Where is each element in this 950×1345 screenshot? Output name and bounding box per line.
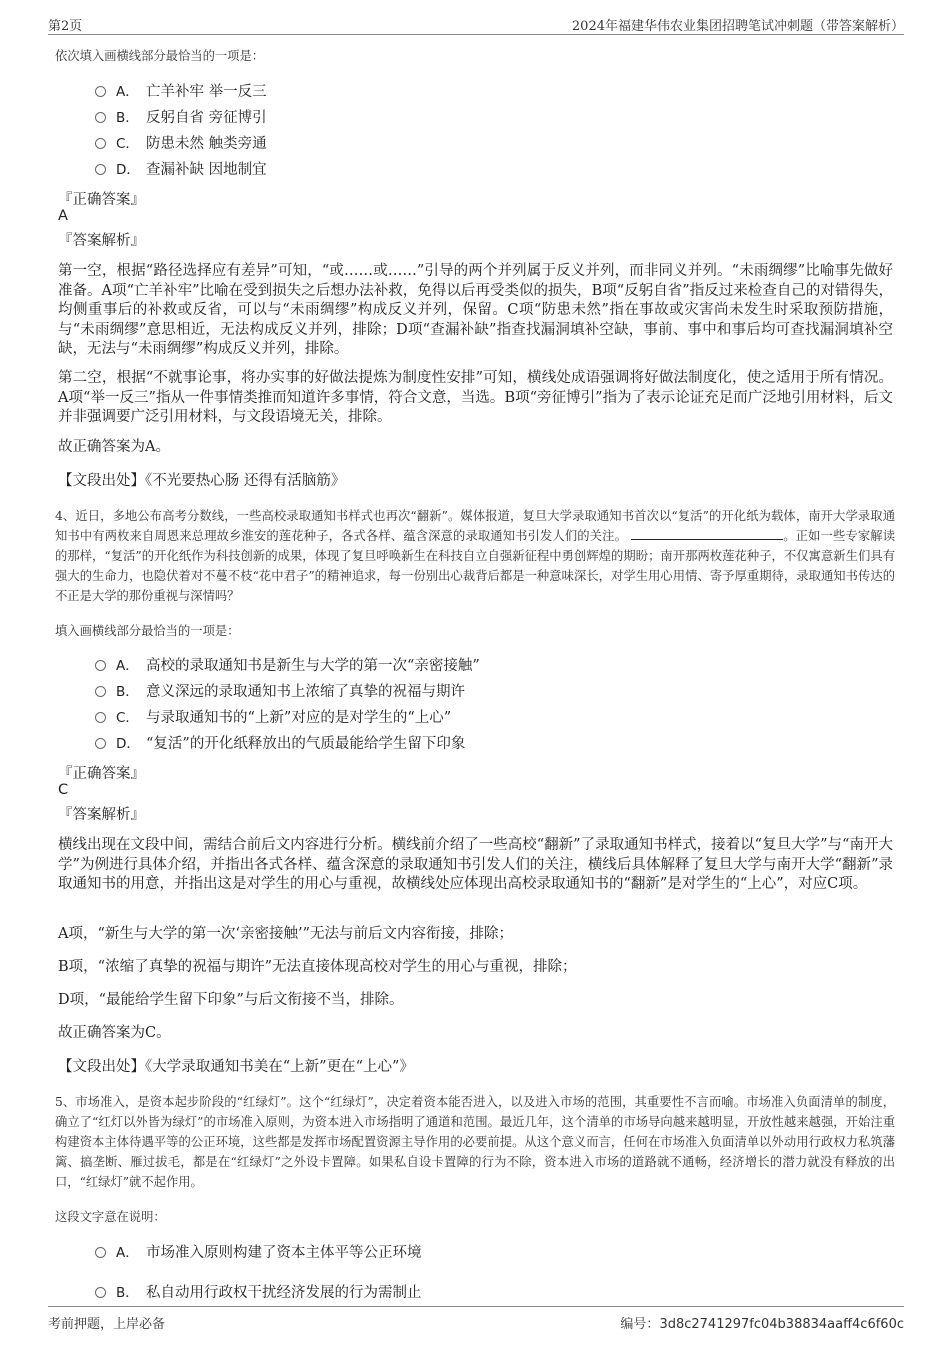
q5-prompt: 这段文字意在说明： xyxy=(55,1210,166,1224)
document-title: 2024年福建华伟农业集团招聘笔试冲刺题（带答案解析） xyxy=(571,19,904,34)
q4-analysis-label: 『答案解析』 xyxy=(58,807,145,823)
page-number: 第2页 xyxy=(48,19,83,34)
q4-analysis-paragraph-3: B项，“浓缩了真挚的祝福与期许”无法直接体现高校对学生的用心与重视，排除； xyxy=(58,959,577,975)
document-code: 编号：3d8c2741297fc04b38834aaff4c6f60c xyxy=(620,1317,904,1332)
page-footer xyxy=(48,1306,904,1331)
q4-conclusion: 故正确答案为C。 xyxy=(58,1025,171,1041)
q3-answer-label: 『正确答案』 xyxy=(58,192,145,208)
q5-option-a[interactable]: A． 市场准入原则构建了资本主体平等公正环境 xyxy=(95,1241,422,1265)
q3-analysis-paragraph-2: 第二空，根据“不就事论事，将办实事的好做法提炼为制度性安排”可知，横线处成语强调将好做法制度化，使之适用于所有情况。A项“举一反三”指从一件事情类推而知道许多事情，符合文意，当选。B项“旁征博引”指为了表示论证充足而广泛地引用材料，后文并非强调要广泛引用材料，与文段语境无关，排除。 xyxy=(58,370,893,425)
q3-option-a[interactable]: A． 亡羊补牢 举一反三 xyxy=(95,80,267,104)
q3-source: 【文段出处】《不光要热心肠 还得有活脑筋》 xyxy=(58,473,346,489)
q4-prompt: 填入画横线部分最恰当的一项是： xyxy=(55,624,240,638)
q3-option-c[interactable]: C． 防患未然 触类旁通 xyxy=(95,132,267,156)
radio-icon[interactable] xyxy=(95,712,106,723)
q4-option-d[interactable]: D． “复活”的开化纸释放出的气质最能给学生留下印象 xyxy=(95,732,465,756)
q3-option-d[interactable]: D． 查漏补缺 因地制宜 xyxy=(95,158,267,182)
q4-answer: C xyxy=(58,782,69,798)
q3-analysis-paragraph-1: 第一空，根据“路径选择应有差异”可知，“或……或……”引导的两个并列属于反义并列，而非同义并列。“未雨绸缪”比喻事先做好准备。A项“亡羊补牢”比喻在受到损失之后想办法补救，免得以后再受类似的损失，B项“反躬自省”指反过来检查自己的对错得失，均侧重事后的补救或反省，可以与“未雨绸缪”构成反义并列，保留。C项“防患未然”指在事故或灾害尚未发生时采取预防措施，与“未雨绸缪”意思相近，无法构成反义并列，排除；D项“查漏补缺”指查找漏洞填补空缺，事前、事中和事后均可查找漏洞填补空缺，无法与“未雨绸缪”构成反义并列，排除。 xyxy=(58,263,893,357)
q4-answer-label: 『正确答案』 xyxy=(58,766,145,782)
fill-blank-line xyxy=(631,527,783,540)
q5-option-b[interactable]: B． 私自动用行政权干扰经济发展的行为需制止 xyxy=(95,1281,422,1305)
footer-slogan: 考前押题，上岸必备 xyxy=(48,1317,166,1332)
q4-stem: 4、近日，多地公布高考分数线，一些高校录取通知书样式也再次“翻新”。媒体报道，复旦大学录取通知书首次以“复活”的开化纸为载体，南开大学录取通知书中有两枚来自周恩来总理故乡淮安的莲花种子，各式各样、蕴含深意的录取通知书引发人们的关注。 。正如一些专家解读的那样，“复活”的开化纸作为科技创新的成果，体现了复旦呼唤新生在科技自立自强新征程中勇创辉煌的期盼；南开那两枚莲花种子，不仅寓意新生们具有强大的生命力，也隐伏着对不蔓不枝“花中君子”的精神追求，每一份别出心裁背后都是一种意味深长，对学生用心用情、寄予厚重期待，录取通知书传达的不正是大学的那份重视与深情吗？ xyxy=(55,509,895,603)
page-header xyxy=(48,10,904,35)
radio-icon[interactable] xyxy=(95,738,106,749)
radio-icon[interactable] xyxy=(95,86,106,97)
radio-icon[interactable] xyxy=(95,686,106,697)
q4-analysis-paragraph-4: D项，“最能给学生留下印象”与后文衔接不当，排除。 xyxy=(58,992,404,1008)
q3-prompt: 依次填入画横线部分最恰当的一项是： xyxy=(55,49,265,63)
q4-analysis-paragraph-2: A项，“新生与大学的第一次‘亲密接触’”无法与前后文内容衔接，排除； xyxy=(58,926,514,942)
q4-option-b[interactable]: B． 意义深远的录取通知书上浓缩了真挚的祝福与期许 xyxy=(95,680,465,704)
q3-option-b[interactable]: B． 反躬自省 旁征博引 xyxy=(95,106,267,130)
q3-conclusion: 故正确答案为A。 xyxy=(58,439,170,455)
radio-icon[interactable] xyxy=(95,660,106,671)
q4-option-a[interactable]: A． 高校的录取通知书是新生与大学的第一次“亲密接触” xyxy=(95,654,480,678)
q3-analysis-label: 『答案解析』 xyxy=(58,233,145,249)
q5-stem: 5、市场准入，是资本起步阶段的“红绿灯”。这个“红绿灯”，决定着资本能否进入，以及进入市场的范围，其重要性不言而喻。市场准入负面清单的制度，确立了“红灯以外皆为绿灯”的市场准入原则，为资本进入市场指明了通道和范围。最近几年，这个清单的市场导向越来越明显，开放性越来越强，开始注重构建资本主体待遇平等的公正环境，这些都是发挥市场配置资源主导作用的必要前提。从这个意义而言，任何在市场准入负面清单以外动用行政权力私筑藩篱、搞垄断、雁过拔毛，都是在“红绿灯”之外设卡置障。如果私自设卡置障的行为不除，资本进入市场的道路就不通畅，经济增长的潜力就没有释放的出口，“红绿灯”就不起作用。 xyxy=(55,1095,895,1189)
q3-answer: A xyxy=(58,208,68,224)
radio-icon[interactable] xyxy=(95,164,106,175)
q4-analysis-paragraph-1: 横线出现在文段中间，需结合前后文内容进行分析。横线前介绍了一些高校“翻新”了录取通知书样式，接着以“复旦大学”与“南开大学”为例进行具体介绍，并指出各式各样、蕴含深意的录取通知书引发人们的关注，横线后具体解释了复旦大学与南开大学“翻新”录取通知书的用意，并指出这是对学生的用心与重视，故横线处应体现出高校录取通知书的“翻新”是对学生的“上心”，对应C项。 xyxy=(58,837,893,892)
q4-option-c[interactable]: C． 与录取通知书的“上新”对应的是对学生的“上心” xyxy=(95,706,451,730)
radio-icon[interactable] xyxy=(95,138,106,149)
radio-icon[interactable] xyxy=(95,1287,106,1298)
radio-icon[interactable] xyxy=(95,112,106,123)
q4-source: 【文段出处】《大学录取通知书美在“上新”更在“上心”》 xyxy=(58,1059,414,1075)
radio-icon[interactable] xyxy=(95,1247,106,1258)
